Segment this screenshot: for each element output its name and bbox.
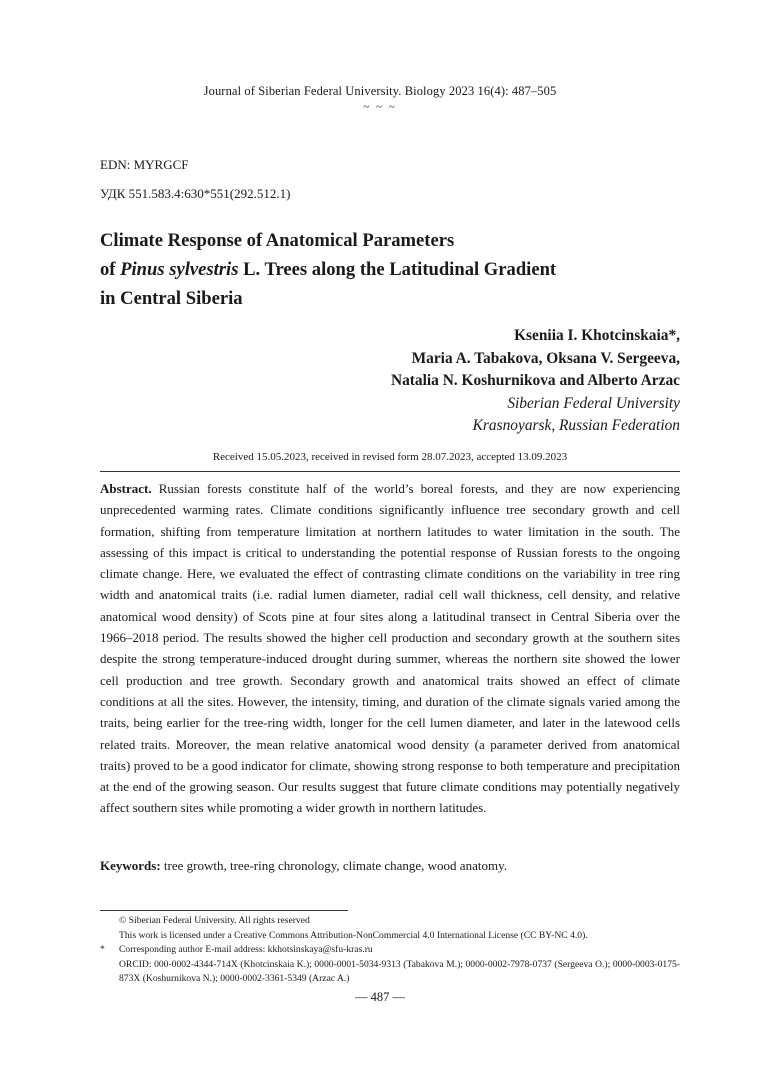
author-line-1: Kseniia I. Khotcinskaia*, — [514, 327, 680, 344]
footnote-orcid: ORCID: 000-0002-4344-714X (Khotcinskaia K.); 0000-0001-5034-9313 (Tabakova M.); 0000-0002-7978-0737 (Sergeeva O.); 0000-0003-0175-873X (Koshurnikova N.); 0000-0002-3361-5349 (Arzac A.) — [119, 958, 680, 985]
header-ornament: ~ ~ ~ — [363, 101, 397, 113]
page-number: — 487 — — [355, 990, 405, 1004]
keywords-text: tree growth, tree-ring chronology, climate change, wood anatomy. — [160, 858, 507, 873]
author-block — [391, 325, 680, 438]
article-title — [100, 226, 690, 313]
abstract-divider — [100, 471, 680, 472]
footnote-copyright: © Siberian Federal University. All rights reserved — [119, 915, 310, 926]
keywords — [100, 857, 680, 875]
corresponding-email: Corresponding author E-mail address: kkhotsinskaya@sfu-kras.ru — [119, 944, 373, 956]
abstract — [100, 478, 680, 819]
footnote-license: This work is licensed under a Creative Commons Attribution-NonCommercial 4.0 International License (CC BY-NC 4.0). — [119, 929, 588, 941]
abstract-text: Russian forests constitute half of the world’s boreal forests, and they are now experiencing unprecedented warming rates. Climate conditions significantly influence tree secondary growth and cell formation, shifting from temperature limitation at northern latitudes to water limitation in the south. The assessing of this impact is critical to understanding the potential response of Russian forests to the ongoing climate change. Here, we evaluated the effect of contrasting climate conditions on the variability in tree ring width and anatomical traits (i.e. radial lumen diameter, radial cell wall thickness, cell density, and relative anatomical wood density) of Scots pine at four sites along a latitudinal transect in Central Siberia over the 1966–2018 period. The results showed the higher cell production and secondary growth at the southern sites despite the strong temperature-induced drought during summer, whereas the northern site showed the lower cell production and tree growth. Secondary growth and anatomical traits showed an effect of climate conditions at all the sites. However, the intensity, timing, and duration of the climate signals varied among the traits, being earlier for the tree-ring width, longer for the cell lumen diameter, and later in the latewood cells related traits. Moreover, the mean relative anatomical wood density (a parameter derived from anatomical traits) proved to be a good indicator for climate, showing strong response to both temperature and precipitation at the end of the growing season. Our results suggest that future climate conditions may potentially negatively affect southern sites while promoting a wider growth in northern latitudes. — [100, 481, 680, 816]
title-suffix: L. Trees along the Latitudinal Gradient — [238, 259, 557, 280]
title-line-1: Climate Response of Anatomical Parameters — [100, 230, 455, 251]
footnote-corresponding — [100, 943, 680, 958]
author-line-2: Maria A. Tabakova, Oksana V. Sergeeva, — [411, 349, 680, 367]
affiliation: Siberian Federal University — [507, 394, 680, 412]
journal-header: Journal of Siberian Federal University. Biology 2023 16(4): 487–505 — [203, 84, 557, 98]
udk-code: УДК 551.583.4:630*551(292.512.1) — [100, 186, 291, 201]
affiliation-location: Krasnoyarsk, Russian Federation — [472, 417, 680, 434]
author-line-3: Natalia N. Koshurnikova and Alberto Arzac — [390, 372, 680, 389]
title-species: Pinus sylvestris — [120, 259, 239, 280]
footnotes — [100, 914, 680, 987]
received-dates: Received 15.05.2023, received in revised form 28.07.2023, accepted 13.09.2023 — [212, 451, 568, 463]
title-prefix: of — [100, 259, 121, 280]
keywords-label: Keywords: — [100, 858, 161, 873]
footnote-divider — [100, 910, 348, 911]
edn-code: EDN: MYRGCF — [100, 157, 189, 172]
abstract-label: Abstract. — [100, 481, 152, 496]
title-line-3: in Central Siberia — [100, 288, 243, 309]
title-line-2 — [100, 255, 690, 284]
footnote-asterisk: * — [100, 944, 105, 956]
